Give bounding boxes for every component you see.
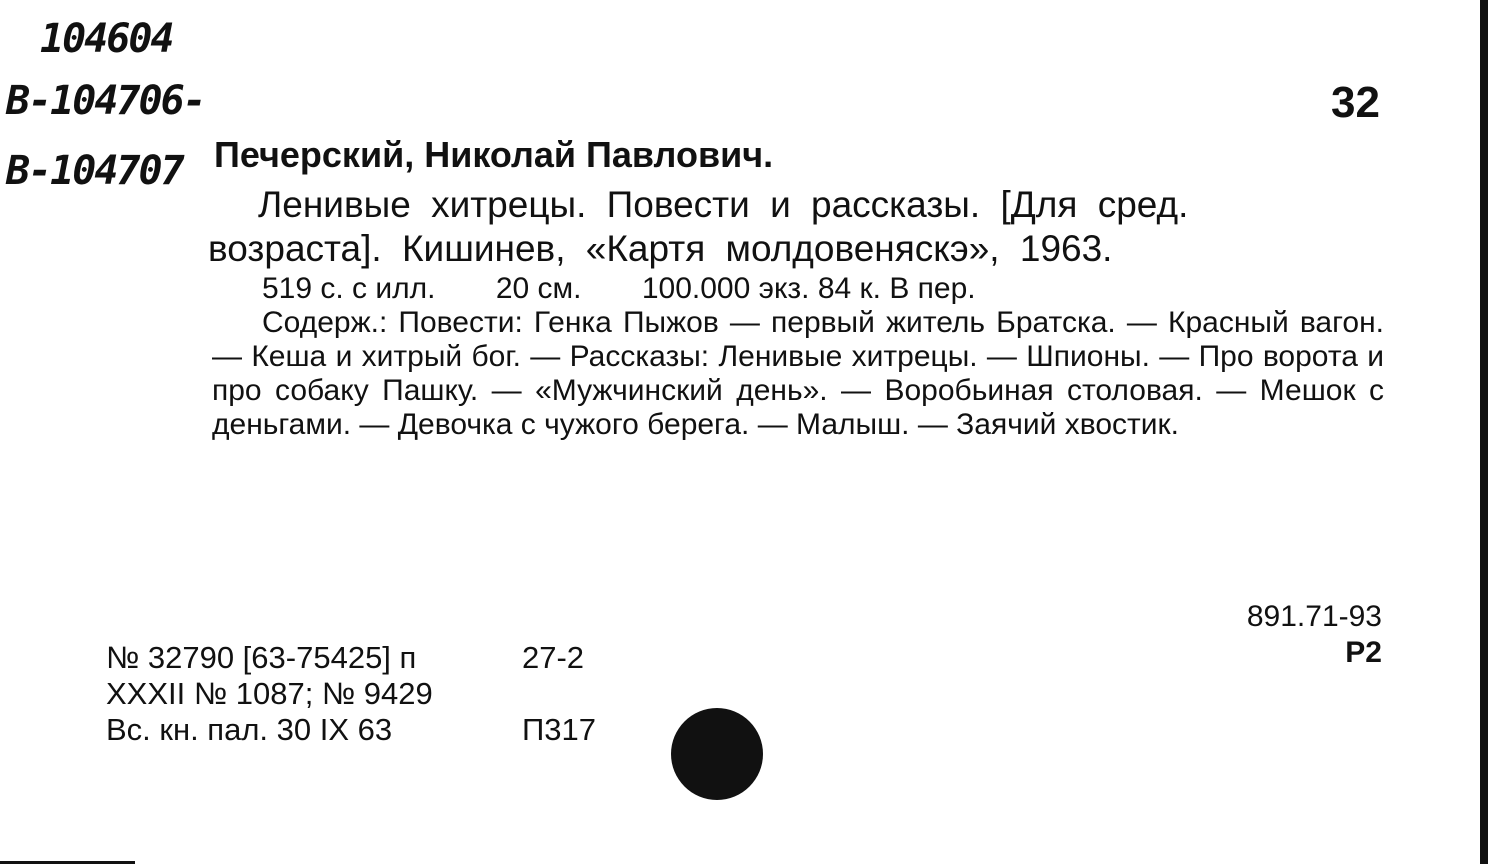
registry-number: № 32790 [63-75425] п [106, 640, 417, 675]
registry-issue: XXXII № 1087; № 9429 [106, 676, 433, 711]
registry-row-2 [106, 676, 433, 712]
card-number: 32 [1331, 78, 1380, 127]
handwritten-inventory-3: В-104707 [6, 148, 183, 194]
registry-print-code: П317 [522, 712, 597, 747]
author-heading: Печерский, Николай Павлович. [214, 134, 774, 175]
pages-count: 519 с. с илл. [262, 272, 436, 305]
card-edge-right [1480, 0, 1488, 864]
contents-note [212, 306, 1384, 442]
card-punch-hole [671, 708, 763, 800]
contents-text: Содерж.: Повести: Генка Пыжов — первый житель Братска. — Красный вагон. — Кеша и хитрый бог. — Рассказы: Ленивые хитрецы. — Шпионы. — Про ворота и про собаку Пашку. — «Мужчинский день». — Воробьиная столовая. — Мешок с деньгами. — Девочка с чужого берега. — Малыш. — Заячий хвостик. [212, 306, 1384, 441]
book-size: 20 см. [495, 272, 582, 305]
title-line-1: Ленивые хитрецы. Повести и рассказы. [Для сред. [258, 184, 1189, 225]
handwritten-inventory-2: В-104706- [6, 78, 205, 124]
registry-date: Вс. кн. пал. 30 IX 63 [106, 712, 393, 747]
title-line-2: возраста]. Кишинев, «Картя молдовеняскэ», 1963. [208, 228, 1113, 269]
print-run-price: 100.000 экз. 84 к. В пер. [641, 272, 976, 305]
physical-description [262, 272, 1028, 306]
registry-row-1 [106, 640, 585, 676]
registry-row-3 [106, 712, 597, 748]
registry-code: 27-2 [522, 640, 585, 675]
classification-code: 891.71-93 [1246, 600, 1382, 633]
classification-sub: Р2 [1345, 636, 1382, 669]
handwritten-inventory-1: 104604 [40, 16, 173, 62]
